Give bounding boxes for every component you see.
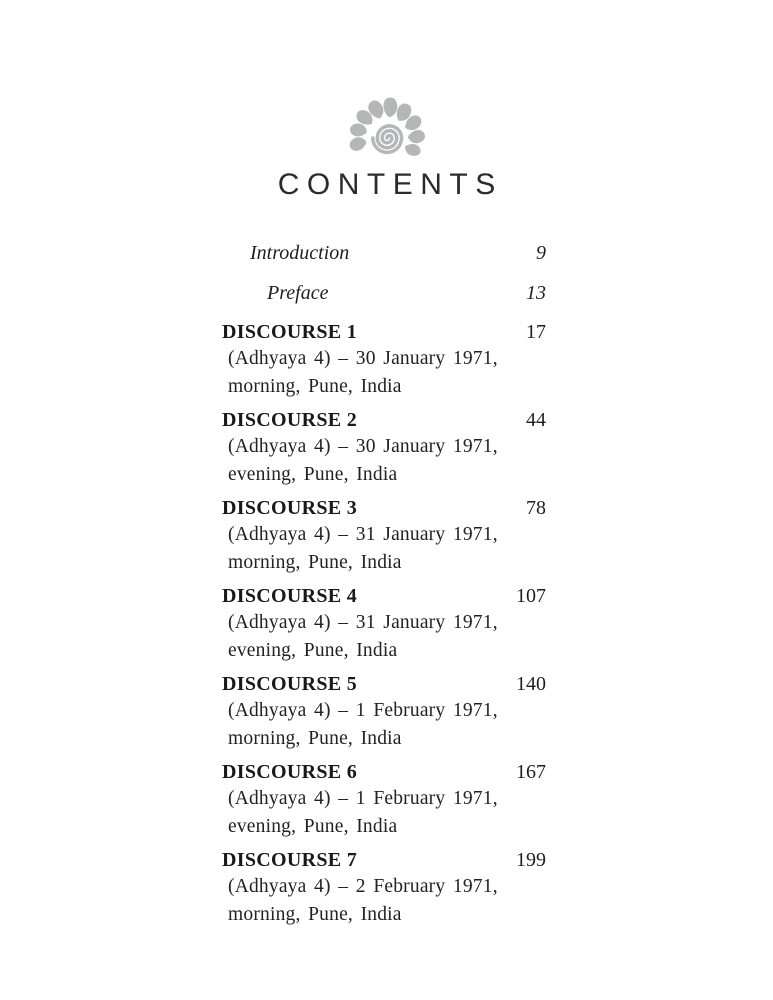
sun-spiral-logo [333, 86, 441, 164]
page-title: CONTENTS [277, 168, 503, 201]
toc-entry-subtitle-line: (Adhyaya 4) – 30 January 1971, [228, 348, 498, 369]
toc-entry-head [222, 847, 546, 873]
toc-entry-head [222, 495, 546, 521]
toc-entry-subtitle-line: (Adhyaya 4) – 1 February 1971, [228, 788, 498, 809]
toc-entry-page-number: 199 [516, 849, 546, 871]
toc-entry-head [222, 671, 546, 697]
toc-entry-head [222, 759, 546, 785]
toc-entry-label: Preface [267, 282, 329, 304]
toc-row-discourse-7 [222, 847, 546, 928]
toc-entry-subtitle-line: morning, Pune, India [228, 727, 402, 749]
toc-entry-title: DISCOURSE 7 [222, 849, 357, 871]
toc-row-preface [222, 280, 546, 306]
toc-entry-subtitle-line: evening, Pune, India [228, 815, 398, 837]
toc-entry-head [222, 319, 546, 345]
toc-entry-subtitle-line: (Adhyaya 4) – 31 January 1971, [228, 612, 498, 633]
toc-entry-title: DISCOURSE 5 [222, 673, 357, 695]
table-of-contents [222, 240, 546, 928]
toc-entry-subtitle-line: (Adhyaya 4) – 30 January 1971, [228, 436, 498, 457]
toc-entry-head [222, 407, 546, 433]
toc-entry-subtitle-line: evening, Pune, India [228, 639, 398, 661]
toc-row-discourse-1 [222, 319, 546, 400]
toc-entry-title: DISCOURSE 3 [222, 497, 357, 519]
toc-entry-title: DISCOURSE 4 [222, 585, 357, 607]
toc-entry-subtitle-line: morning, Pune, India [228, 551, 402, 573]
toc-entry-page-number: 167 [516, 761, 546, 783]
toc-entry-title: DISCOURSE 6 [222, 761, 357, 783]
toc-entry-title: DISCOURSE 2 [222, 409, 357, 431]
toc-entry-subtitle-line: evening, Pune, India [228, 463, 398, 485]
toc-entry-title: DISCOURSE 1 [222, 321, 357, 343]
toc-entry-subtitle-line: morning, Pune, India [228, 375, 402, 397]
toc-row-discourse-3 [222, 495, 546, 576]
toc-row-discourse-4 [222, 583, 546, 664]
toc-entry-page-number: 17 [526, 321, 546, 343]
toc-entry-page-number: 9 [536, 242, 546, 264]
toc-entry-subtitle-line: (Adhyaya 4) – 31 January 1971, [228, 524, 498, 545]
toc-entries [222, 319, 546, 928]
toc-entry-page-number: 13 [526, 282, 546, 304]
toc-row-discourse-2 [222, 407, 546, 488]
toc-row-introduction [222, 240, 546, 266]
toc-entry-subtitle-line: (Adhyaya 4) – 2 February 1971, [228, 876, 498, 897]
toc-entry-page-number: 78 [526, 497, 546, 519]
toc-entry-page-number: 140 [516, 673, 546, 695]
toc-entry-page-number: 44 [526, 409, 546, 431]
toc-row-discourse-5 [222, 671, 546, 752]
toc-entry-head [222, 583, 546, 609]
toc-entry-page-number: 107 [516, 585, 546, 607]
toc-entry-subtitle-line: morning, Pune, India [228, 903, 402, 925]
sun-spiral-icon [333, 86, 441, 164]
toc-entry-subtitle-line: (Adhyaya 4) – 1 February 1971, [228, 700, 498, 721]
toc-row-discourse-6 [222, 759, 546, 840]
toc-entry-label: Introduction [250, 242, 350, 264]
